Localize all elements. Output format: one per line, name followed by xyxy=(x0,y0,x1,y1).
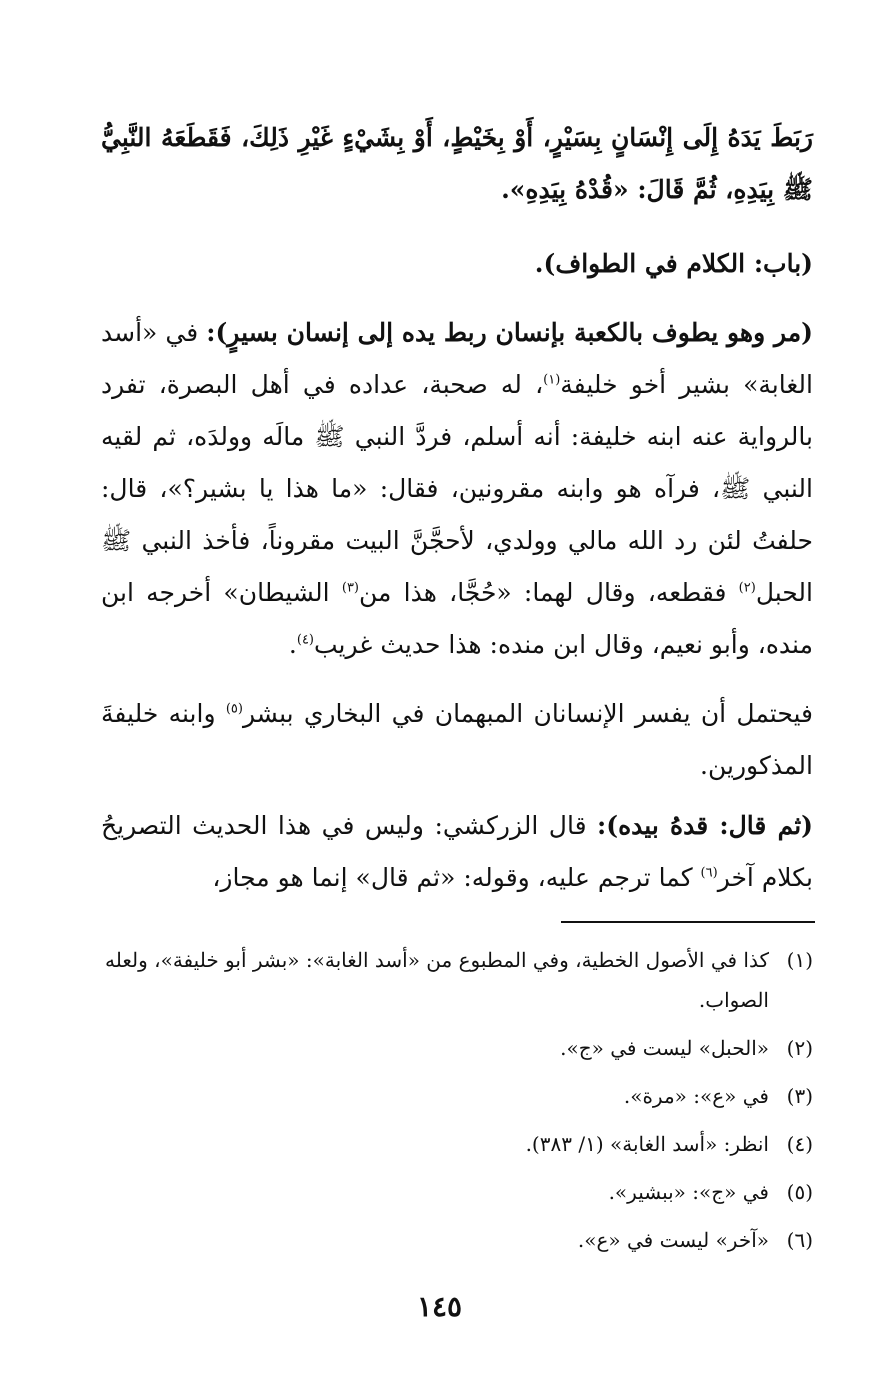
commentary-text: كما ترجم عليه، وقوله: «ثم قال» إنما هو مجاز، xyxy=(212,863,701,892)
commentary-text: ، له صحبة، عداده في أهل البصرة، تفرد بالرواية عنه ابنه خليفة: أنه أسلم، فردَّ النبي ﷺ مالَه وولدَه، ثم لقيه النبي ﷺ، فرآه هو وابنه مقرونين، فقال: «ما هذا يا بشير؟»، قال: حلفتُ لئن رد الله مالي وولدي، لأحجَّنَّ البيت مقروناً، فأخذ النبي ﷺ الحبل xyxy=(101,370,813,607)
paragraph-commentary-1 xyxy=(101,307,813,671)
commentary-text: وابنه خليفةَ المذكورين. xyxy=(101,699,813,780)
quoted-lemma: (ثم قال: قدهُ بيده): xyxy=(597,811,814,840)
footnote-text: «آخر» ليست في «ع». xyxy=(577,1228,769,1252)
commentary-text: قال الزركشي: وليس في هذا الحديث التصريحُ بكلام آخر xyxy=(101,811,813,892)
footnote-ref: (٦) xyxy=(700,865,718,881)
footnote-item xyxy=(93,1172,813,1212)
footnote-text: كذا في الأصول الخطية، وفي المطبوع من «أسد الغابة»: «بشر أبو خليفة»، ولعله الصواب. xyxy=(105,948,769,1012)
paragraph-hadith-text xyxy=(101,112,813,216)
footnote-number: (٢) xyxy=(786,1036,813,1060)
paragraph-commentary-2 xyxy=(101,688,813,792)
footnote-number: (٦) xyxy=(786,1228,813,1252)
commentary-text: . xyxy=(288,630,297,659)
footnote-ref: (٢) xyxy=(738,580,756,596)
commentary-text: فيحتمل أن يفسر الإنسانان المبهمان في البخاري ببشر xyxy=(242,699,813,728)
footnote-item xyxy=(93,1220,813,1260)
footnote-text: انظر: «أسد الغابة» (١/ ٣٨٣). xyxy=(525,1132,769,1156)
footnote-text: «الحبل» ليست في «ج». xyxy=(560,1036,769,1060)
footnote-number: (٣) xyxy=(786,1084,813,1108)
footnote-divider xyxy=(561,921,815,923)
footnote-item xyxy=(93,1076,813,1116)
footnote-ref: (١) xyxy=(543,372,561,388)
quoted-lemma: (مر وهو يطوف بالكعبة بإنسان ربط يده إلى إنسان بسيرٍ): xyxy=(206,318,814,347)
footnote-item xyxy=(93,1028,813,1068)
footnote-ref: (٣) xyxy=(341,580,359,596)
footnote-text: في «ج»: «ببشير». xyxy=(608,1180,769,1204)
footnote-ref: (٤) xyxy=(296,632,314,648)
footnote-number: (٥) xyxy=(786,1180,813,1204)
commentary-text: فقطعه، وقال لهما: «حُجَّا، هذا من xyxy=(359,578,739,607)
footnote-number: (٤) xyxy=(786,1132,813,1156)
footnote-item xyxy=(93,940,813,1020)
section-heading xyxy=(101,238,813,290)
commentary-text: في «أسد الغابة» بشير أخو خليفة xyxy=(101,318,813,399)
paragraph-hadith-content: رَبَطَ يَدَهُ إِلَى إِنْسَانٍ بِسَيْرٍ، أَوْ بِخَيْطٍ، أَوْ بِشَيْءٍ غَيْرِ ذَلِكَ، فَقَطَعَهُ النَّبِيُّ ﷺ بِيَدِهِ، ثُمَّ قَالَ: «قُدْهُ بِيَدِهِ». xyxy=(101,123,813,204)
footnote-item xyxy=(93,1124,813,1164)
paragraph-commentary-3 xyxy=(101,800,813,904)
section-heading-text: (باب: الكلام في الطواف). xyxy=(534,249,813,278)
page-number: ١٤٥ xyxy=(416,1290,463,1323)
commentary-text: الشيطان» أخرجه ابن منده، وأبو نعيم، وقال ابن منده: هذا حديث غريب xyxy=(101,578,813,659)
footnote-number: (١) xyxy=(786,948,813,972)
footnote-ref: (٥) xyxy=(225,701,243,717)
footnote-text: في «ع»: «مرة». xyxy=(623,1084,769,1108)
footnotes-list xyxy=(93,940,813,1268)
